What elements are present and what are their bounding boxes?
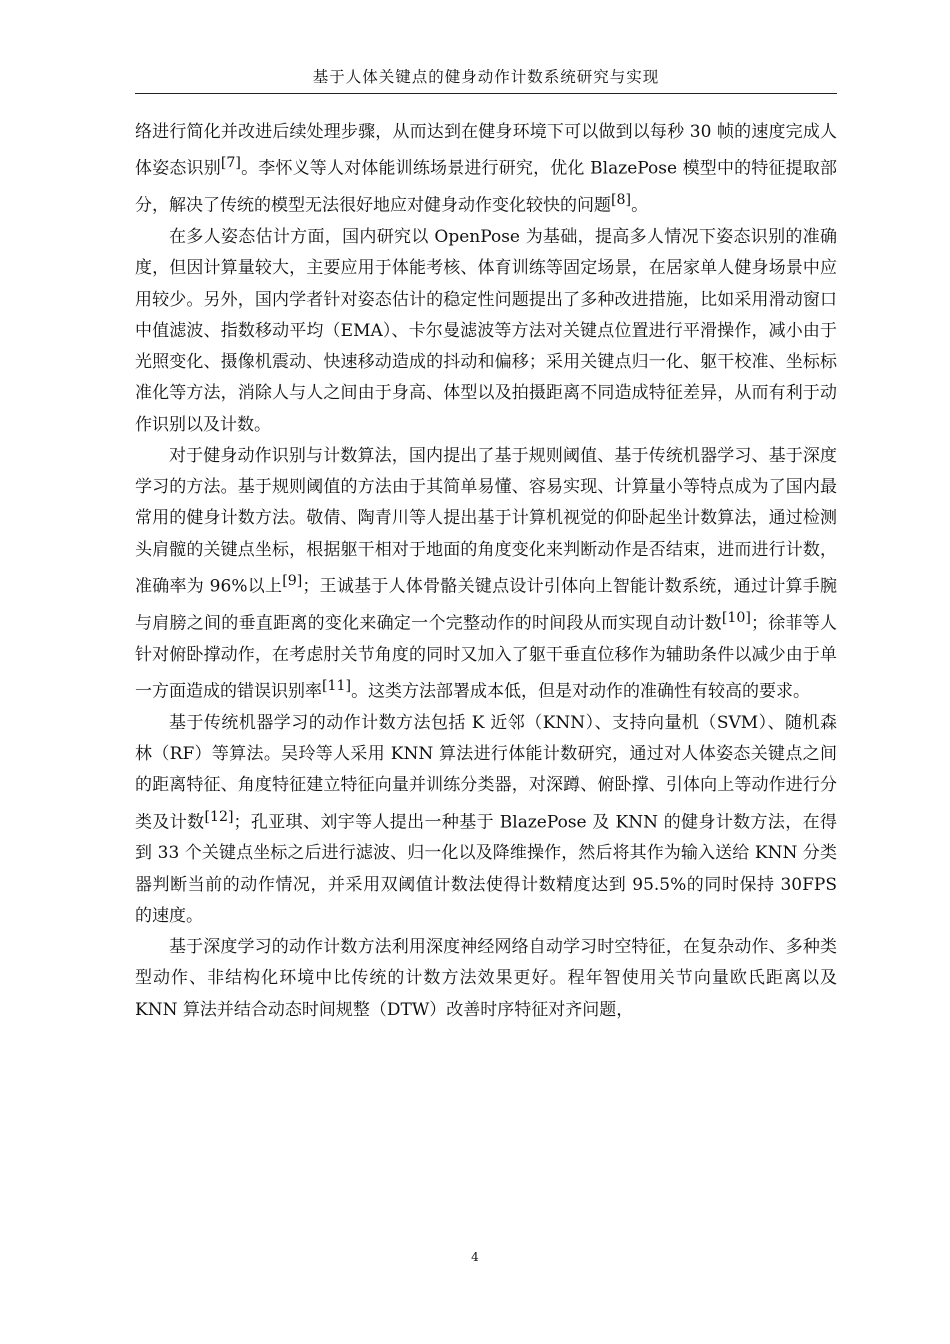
paragraph-3-text: 对于健身动作识别与计数算法，国内提出了基于规则阈值、基于传统机器学习、基于深度学习的方法。基于规则阈值的方法由于其简单易懂、容易实现、计算量小等特点成为了国内最常用的健身计数方法。敬倩、陶青川等人提出基于计算机视觉的仰卧起坐计数算法，通过检测头肩髋的关键点坐标，根据躯干相对于地面的角度变化来判断动作是否结束，进而进行计数，准确率为 96%以上 (135, 445, 837, 597)
paragraph-2 (135, 222, 837, 441)
citation-10: [10] (721, 609, 751, 626)
paragraph-3-text: ；王诚基于人体骨骼关键点设计引体向上智能计数系统，通过计算手腕与肩膀之间的垂直距离的变化来确定一个完整动作的时间段从而实现自动计数 (135, 576, 837, 634)
paragraph-4-text: 基于传统机器学习的动作计数方法包括 K 近邻（KNN）、支持向量机（SVM）、随机森林（RF）等算法。吴玲等人采用 KNN 算法进行体能计数研究，通过对人体姿态关键点之间的距离特征、角度特征建立特征向量并训练分类器，对深蹲、俯卧撑、引体向上等动作进行分类及计数 (135, 712, 837, 833)
paragraph-1-text: 。 (631, 195, 649, 216)
paragraph-3-text: 。这类方法部署成本低，但是对动作的准确性有较高的要求。 (351, 681, 811, 702)
citation-9: [9] (282, 572, 303, 589)
paragraph-3 (135, 441, 837, 708)
paragraph-4-text: ；孔亚琪、刘宇等人提出一种基于 BlazePose 及 KNN 的健身计数方法，在得到 33 个关键点坐标之后进行滤波、归一化以及降维操作，然后将其作为输入送给 KNN 分类器判断当前的动作情况，并采用双阈值计数法使得计数精度达到 95.5%的同时保持 30FPS 的速度。 (135, 812, 838, 926)
paragraph-1-text: 络进行简化并改进后续处理步骤，从而达到在健身环境下可以做到以每秒 30 帧的速度完成人体姿态识别 (135, 122, 837, 179)
citation-11: [11] (322, 677, 352, 694)
paragraph-3-text: ；徐菲等人针对俯卧撑动作，在考虑肘关节角度的同时又加入了躯干垂直位移作为辅助条件以减少由于单一方面造成的错误识别率 (135, 613, 837, 702)
paragraph-5-text: 基于深度学习的动作计数方法利用深度神经网络自动学习时空特征，在复杂动作、多种类型动作、非结构化环境中比传统的计数方法效果更好。程年智使用关节向量欧氏距离以及 KNN 算法并结合动态时间规整（DTW）改善时序特征对齐问题， (135, 937, 837, 1020)
header-rule (135, 93, 837, 94)
citation-8: [8] (611, 192, 632, 209)
citation-12: [12] (204, 808, 234, 825)
paragraph-1-text: 。李怀义等人对体能训练场景进行研究，优化 BlazePose 模型中的特征提取部分，解决了传统的模型无法很好地应对健身动作变化较快的问题 (135, 158, 837, 216)
page-number: 4 (471, 1250, 479, 1264)
paragraph-4 (135, 708, 837, 932)
body-text (135, 117, 837, 1026)
paragraph-5 (135, 932, 837, 1026)
paragraph-2-text: 在多人姿态估计方面，国内研究以 OpenPose 为基础，提高多人情况下姿态识别的准确度，但因计算量较大，主要应用于体能考核、体育训练等固定场景，在居家单人健身场景中应用较少。另外，国内学者针对姿态估计的稳定性问题提出了多种改进措施，比如采用滑动窗口中值滤波、指数移动平均（EMA）、卡尔曼滤波等方法对关键点位置进行平滑操作，减小由于光照变化、摄像机震动、快速移动造成的抖动和偏移；采用关键点归一化、躯干校准、坐标标准化等方法，消除人与人之间由于身高、体型以及拍摄距离不同造成特征差异，从而有利于动作识别以及计数。 (135, 227, 837, 435)
paragraph-1 (135, 117, 837, 222)
running-header: 基于人体关键点的健身动作计数系统研究与实现 (312, 68, 660, 86)
citation-7: [7] (220, 155, 241, 172)
